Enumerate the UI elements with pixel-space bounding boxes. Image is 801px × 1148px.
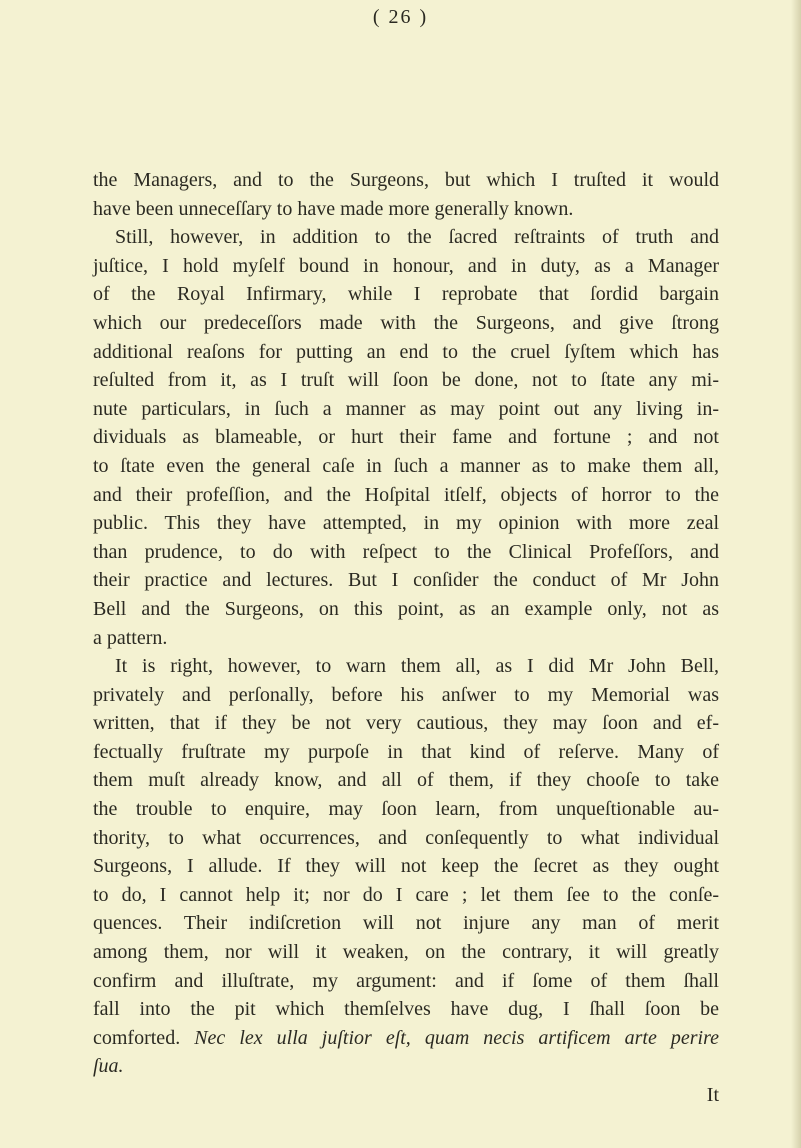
text-line: fall into the pit which themſelves have dug, I ſhall ſoon be [93, 998, 719, 1021]
latin-quote-end: ſua. [93, 1055, 124, 1078]
text-line: nute particulars, in ſuch a manner as may point out any living in- [93, 397, 719, 420]
text-line: their practice and lectures. But I conſider the conduct of Mr John [93, 569, 719, 592]
text-line: the Managers, and to the Surgeons, but which I truſted it would [93, 169, 719, 191]
text-line: them muſt already know, and all of them, if they chooſe to take [93, 769, 719, 792]
catchword: It [706, 1084, 719, 1106]
text-line: which our predeceſſors made with the Surgeons, and give ſtrong [93, 311, 719, 334]
text-line: than prudence, to do with reſpect to the Clinical Profeſſors, and [93, 540, 719, 563]
text-line: thority, to what occurrences, and conſequently to what individual [93, 826, 719, 849]
text-line: Surgeons, I allude. If they will not keep the ſecret as they ought [93, 855, 719, 878]
page-edge-shadow [791, 0, 801, 1148]
text-line: quences. Their indiſcretion will not injure any man of merit [93, 912, 719, 935]
text-line: to ſtate even the general caſe in ſuch a manner as to make them all, [93, 454, 719, 477]
text-line: the trouble to enquire, may ſoon learn, from unqueſtionable au- [93, 798, 719, 821]
text-line: a pattern. [93, 626, 168, 649]
text-line: It is right, however, to warn them all, as I did Mr John Bell, [115, 655, 719, 678]
text-line: have been unneceſſary to have made more generally known. [93, 197, 574, 220]
text-line: public. This they have attempted, in my opinion with more zeal [93, 512, 719, 535]
text-line: fectually fruſtrate my purpoſe in that kind of reſerve. Many of [93, 740, 719, 763]
text-line: confirm and illuſtrate, my argument: and if ſome of them ſhall [93, 969, 719, 992]
text-line-latin-quote [93, 1024, 719, 1053]
text-line: among them, nor will it weaken, on the contrary, it will greatly [93, 941, 719, 964]
text-roman: comforted. [93, 1026, 195, 1049]
text-line: Still, however, in addition to the ſacred reſtraints of truth and [115, 226, 719, 249]
page-number-header: ( 26 ) [372, 6, 429, 28]
page-body-text [93, 166, 719, 1110]
text-line: and their profeſſion, and the Hoſpital itſelf, objects of horror to the [93, 483, 719, 506]
text-line: Bell and the Surgeons, on this point, as an example only, not as [93, 597, 719, 620]
text-line: reſulted from it, as I truſt will ſoon be done, not to ſtate any mi- [93, 369, 719, 392]
text-line: dividuals as blameable, or hurt their fame and fortune ; and not [93, 426, 719, 449]
text-line: to do, I cannot help it; nor do I care ; let them ſee to the conſe- [93, 883, 719, 906]
latin-quote: Nec lex ulla juſtior eſt, quam necis artificem arte perire [194, 1026, 720, 1049]
text-line: juſtice, I hold myſelf bound in honour, and in duty, as a Manager [93, 254, 719, 277]
text-line: privately and perſonally, before his anſwer to my Memorial was [93, 683, 719, 706]
text-line: of the Royal Infirmary, while I reprobate that ſordid bargain [93, 283, 719, 306]
text-line: additional reaſons for putting an end to the cruel ſyſtem which has [93, 340, 719, 363]
text-line: written, that if they be not very cautious, they may ſoon and ef- [93, 712, 719, 735]
